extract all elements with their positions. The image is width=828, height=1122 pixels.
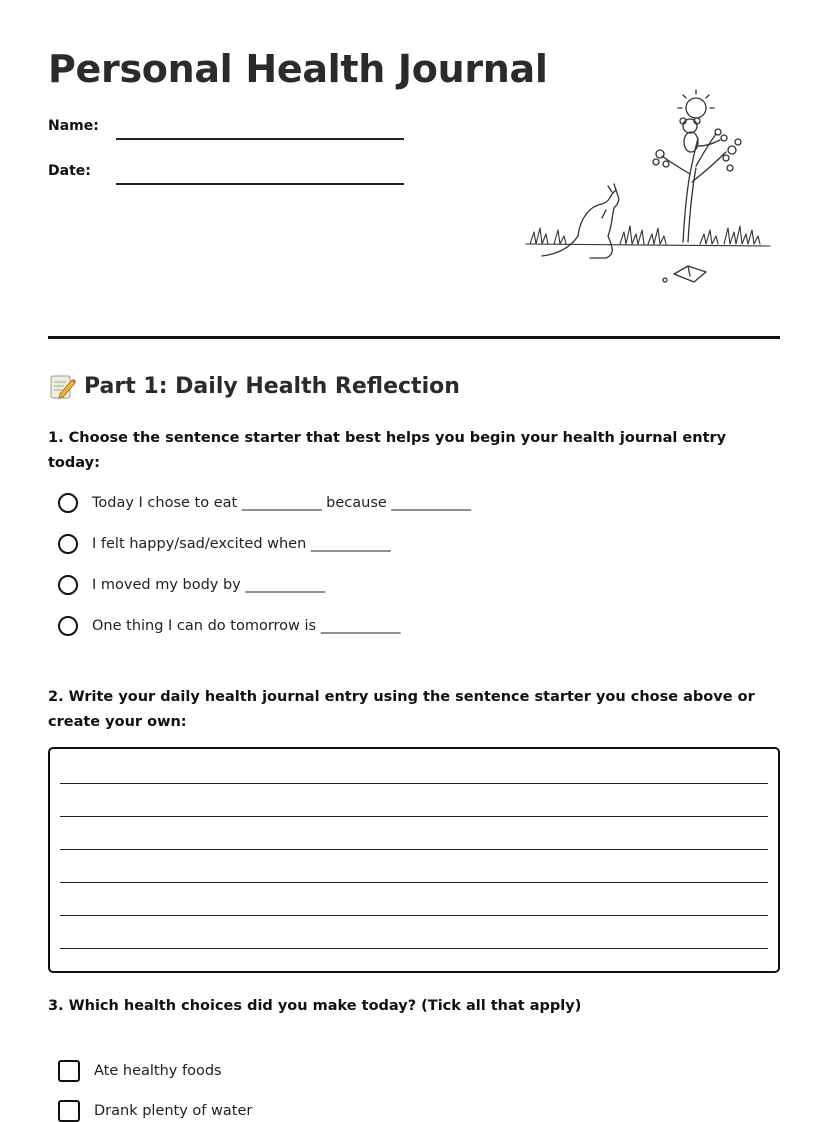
- name-field[interactable]: [116, 138, 404, 140]
- tree-with-koala-icon: [653, 118, 741, 242]
- writing-line: [60, 882, 768, 883]
- radio-button[interactable]: [58, 534, 78, 554]
- grass-icon: [526, 226, 770, 246]
- question-2: 2. Write your daily health journal entry using the sentence starter you chose above or create your own:: [48, 689, 755, 730]
- part1-heading-text: Part 1: Daily Health Reflection: [84, 373, 460, 399]
- checkbox[interactable]: [58, 1060, 80, 1082]
- writing-line: [60, 816, 768, 817]
- radio-button[interactable]: [58, 493, 78, 513]
- q1-option-2[interactable]: [58, 534, 391, 554]
- date-field[interactable]: [116, 183, 404, 185]
- writing-line: [60, 915, 768, 916]
- q1-option-1[interactable]: [58, 493, 471, 513]
- q3-option-2[interactable]: [58, 1100, 252, 1122]
- question-3: 3. Which health choices did you make today? (Tick all that apply): [48, 998, 582, 1014]
- writing-line: [60, 948, 768, 949]
- memo-pencil-icon: [48, 372, 76, 400]
- radio-button[interactable]: [58, 575, 78, 595]
- writing-line: [60, 783, 768, 784]
- radio-button[interactable]: [58, 616, 78, 636]
- date-label: Date:: [48, 163, 91, 179]
- sun-icon: [678, 90, 714, 118]
- q3-option-1[interactable]: [58, 1060, 222, 1082]
- option-label: Drank plenty of water: [94, 1103, 253, 1119]
- option-label: One thing I can do tomorrow is ___________: [92, 618, 401, 634]
- writing-line: [60, 849, 768, 850]
- section-divider: [48, 336, 780, 339]
- q1-option-4[interactable]: [58, 616, 400, 636]
- kangaroo-icon: [542, 184, 619, 258]
- australian-bush-illustration-icon: [520, 86, 776, 294]
- name-label: Name:: [48, 118, 99, 134]
- journal-entry-box[interactable]: [48, 747, 780, 973]
- part1-heading: [48, 372, 460, 400]
- open-book-icon: [663, 266, 706, 282]
- question-1: 1. Choose the sentence starter that best helps you begin your health journal entry today:: [48, 430, 727, 471]
- q1-option-3[interactable]: [58, 575, 325, 595]
- page-title: Personal Health Journal: [48, 47, 548, 91]
- checkbox[interactable]: [58, 1100, 80, 1122]
- option-label: Ate healthy foods: [94, 1063, 222, 1079]
- option-label: I felt happy/sad/excited when ___________: [92, 536, 391, 552]
- option-label: Today I chose to eat ___________ because ___________: [92, 495, 472, 511]
- option-label: I moved my body by ___________: [92, 577, 326, 593]
